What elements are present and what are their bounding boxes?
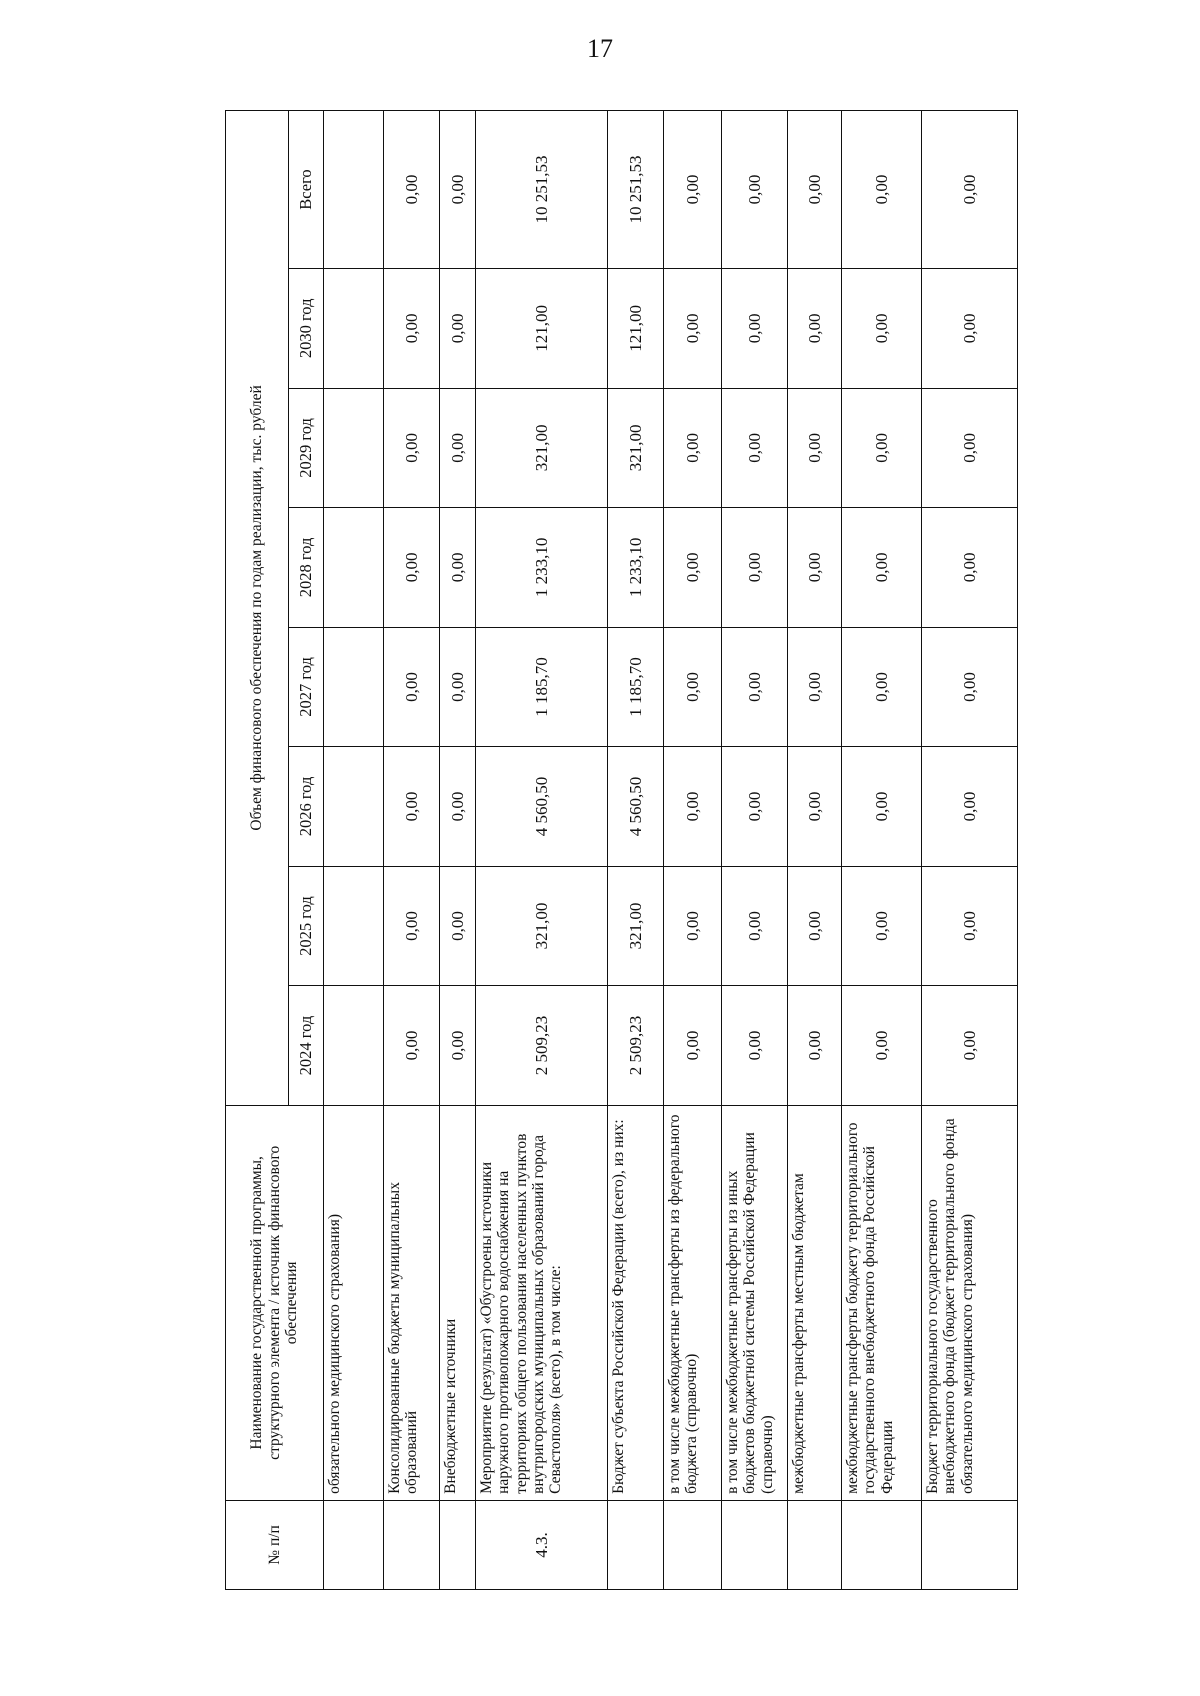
row-year-cell: 2 509,23 — [476, 986, 608, 1106]
row-total-cell: 0,00 — [922, 111, 1018, 269]
row-year-cell: 4 560,50 — [608, 747, 664, 867]
row-year-cell: 0,00 — [788, 627, 842, 747]
row-name: обязательного медицинского страхования) — [324, 1105, 384, 1500]
row-year-cell: 0,00 — [384, 508, 440, 628]
row-year-cell — [324, 269, 384, 389]
table-row — [384, 111, 440, 1590]
row-year-cell: 0,00 — [722, 388, 788, 508]
row-year-cell: 321,00 — [476, 866, 608, 986]
header-row — [226, 111, 289, 1590]
row-year-cell: 0,00 — [440, 866, 476, 986]
row-year-cell: 1 185,70 — [608, 627, 664, 747]
row-index — [842, 1500, 922, 1589]
row-year-cell: 321,00 — [476, 388, 608, 508]
row-year-cell: 0,00 — [384, 986, 440, 1106]
table-row — [440, 111, 476, 1590]
row-year-cell: 321,00 — [608, 388, 664, 508]
table-row — [922, 111, 1018, 1590]
row-name: межбюджетные трансферты местным бюджетам — [788, 1105, 842, 1500]
row-year-cell: 0,00 — [440, 627, 476, 747]
row-year-cell: 0,00 — [788, 747, 842, 867]
financing-table — [225, 110, 1018, 1590]
row-year-cell: 0,00 — [788, 508, 842, 628]
row-year-cell: 0,00 — [722, 508, 788, 628]
header-year: 2028 год — [289, 508, 324, 628]
table-row — [324, 111, 384, 1590]
row-year-cell: 0,00 — [440, 986, 476, 1106]
row-index — [722, 1500, 788, 1589]
row-year-cell: 0,00 — [664, 388, 722, 508]
row-year-cell: 0,00 — [664, 627, 722, 747]
row-name: Бюджет субъекта Российской Федерации (всего), из них: — [608, 1105, 664, 1500]
row-year-cell: 0,00 — [922, 747, 1018, 867]
row-year-cell — [324, 866, 384, 986]
row-year-cell: 121,00 — [476, 269, 608, 389]
row-year-cell: 0,00 — [722, 866, 788, 986]
table-row — [476, 111, 608, 1590]
row-year-cell: 0,00 — [722, 269, 788, 389]
row-year-cell: 0,00 — [440, 747, 476, 867]
row-total-cell: 0,00 — [384, 111, 440, 269]
row-year-cell: 1 233,10 — [608, 508, 664, 628]
row-year-cell: 4 560,50 — [476, 747, 608, 867]
row-year-cell: 0,00 — [842, 508, 922, 628]
row-total-cell: 0,00 — [722, 111, 788, 269]
row-total-cell: 0,00 — [842, 111, 922, 269]
row-year-cell: 0,00 — [788, 986, 842, 1106]
row-year-cell: 0,00 — [842, 986, 922, 1106]
rotated-table-area — [225, 110, 1100, 1590]
row-year-cell: 1 233,10 — [476, 508, 608, 628]
header-year: 2026 год — [289, 747, 324, 867]
table-row — [722, 111, 788, 1590]
row-name: Внебюджетные источники — [440, 1105, 476, 1500]
header-year: 2024 год — [289, 986, 324, 1106]
row-year-cell: 0,00 — [440, 269, 476, 389]
row-year-cell: 0,00 — [384, 866, 440, 986]
row-year-cell: 0,00 — [384, 388, 440, 508]
row-year-cell: 0,00 — [440, 508, 476, 628]
row-total-cell: 10 251,53 — [608, 111, 664, 269]
row-name: в том числе межбюджетные трансферты из федерального бюджета (справочно) — [664, 1105, 722, 1500]
row-year-cell — [324, 388, 384, 508]
row-name: межбюджетные трансферты бюджету территориального государственного внебюджетного фонда Российской Федерации — [842, 1105, 922, 1500]
row-year-cell: 0,00 — [788, 388, 842, 508]
row-year-cell: 0,00 — [842, 866, 922, 986]
row-total-cell: 0,00 — [664, 111, 722, 269]
header-volume: Объем финансового обеспечения по годам реализации, тыс. рублей — [226, 111, 289, 1106]
row-year-cell: 0,00 — [664, 986, 722, 1106]
row-year-cell: 0,00 — [384, 747, 440, 867]
row-year-cell: 0,00 — [664, 866, 722, 986]
header-year: 2025 год — [289, 866, 324, 986]
page-number: 17 — [587, 34, 613, 63]
row-year-cell: 0,00 — [664, 269, 722, 389]
row-total-cell: 0,00 — [788, 111, 842, 269]
header-name: Наименование государственной программы, структурного элемента / источник финансового обеспечения — [226, 1105, 324, 1500]
row-year-cell: 0,00 — [922, 986, 1018, 1106]
row-year-cell — [324, 747, 384, 867]
row-name: Мероприятие (результат) «Обустроены источники наружного противопожарного водоснабжения на территориях общего пользования населенных пунктов внутригородских муниципальных образований города Севастополя» (всего), в том числе: — [476, 1105, 608, 1500]
row-index — [384, 1500, 440, 1589]
row-total-cell: 10 251,53 — [476, 111, 608, 269]
row-year-cell: 0,00 — [384, 269, 440, 389]
header-year: 2030 год — [289, 269, 324, 389]
row-index: 4.3. — [476, 1500, 608, 1589]
row-year-cell: 121,00 — [608, 269, 664, 389]
row-year-cell: 1 185,70 — [476, 627, 608, 747]
row-name: Консолидированные бюджеты муниципальных образований — [384, 1105, 440, 1500]
row-year-cell — [324, 508, 384, 628]
table-row — [664, 111, 722, 1590]
row-year-cell — [324, 627, 384, 747]
row-name: Бюджет территориального государственного внебюджетного фонда (бюджет территориального фонда обязательного медицинского страхования) — [922, 1105, 1018, 1500]
row-year-cell: 0,00 — [922, 269, 1018, 389]
row-year-cell: 2 509,23 — [608, 986, 664, 1106]
row-year-cell: 0,00 — [842, 388, 922, 508]
table-row — [788, 111, 842, 1590]
row-index — [324, 1500, 384, 1589]
row-total-cell — [324, 111, 384, 269]
row-year-cell: 0,00 — [788, 866, 842, 986]
row-year-cell: 0,00 — [842, 747, 922, 867]
row-year-cell: 0,00 — [842, 269, 922, 389]
row-year-cell: 0,00 — [664, 747, 722, 867]
row-year-cell: 0,00 — [440, 388, 476, 508]
row-index — [922, 1500, 1018, 1589]
row-year-cell — [324, 986, 384, 1106]
header-year: 2027 год — [289, 627, 324, 747]
table-row — [608, 111, 664, 1590]
row-year-cell: 0,00 — [722, 627, 788, 747]
row-year-cell: 0,00 — [842, 627, 922, 747]
row-year-cell: 0,00 — [788, 269, 842, 389]
row-year-cell: 0,00 — [722, 747, 788, 867]
row-total-cell: 0,00 — [440, 111, 476, 269]
row-index — [440, 1500, 476, 1589]
header-year: 2029 год — [289, 388, 324, 508]
row-name: в том числе межбюджетные трансферты из иных бюджетов бюджетной системы Российской Федерации (справочно) — [722, 1105, 788, 1500]
row-year-cell: 0,00 — [922, 508, 1018, 628]
table-row — [842, 111, 922, 1590]
row-year-cell: 0,00 — [664, 508, 722, 628]
row-year-cell: 0,00 — [922, 866, 1018, 986]
header-index: № п/п — [226, 1500, 324, 1589]
row-year-cell: 0,00 — [384, 627, 440, 747]
row-year-cell: 0,00 — [922, 388, 1018, 508]
rotated-table-container — [225, 110, 1100, 1590]
row-index — [608, 1500, 664, 1589]
header-total: Всего — [289, 111, 324, 269]
row-year-cell: 0,00 — [922, 627, 1018, 747]
row-year-cell: 0,00 — [722, 986, 788, 1106]
row-index — [664, 1500, 722, 1589]
row-index — [788, 1500, 842, 1589]
row-year-cell: 321,00 — [608, 866, 664, 986]
